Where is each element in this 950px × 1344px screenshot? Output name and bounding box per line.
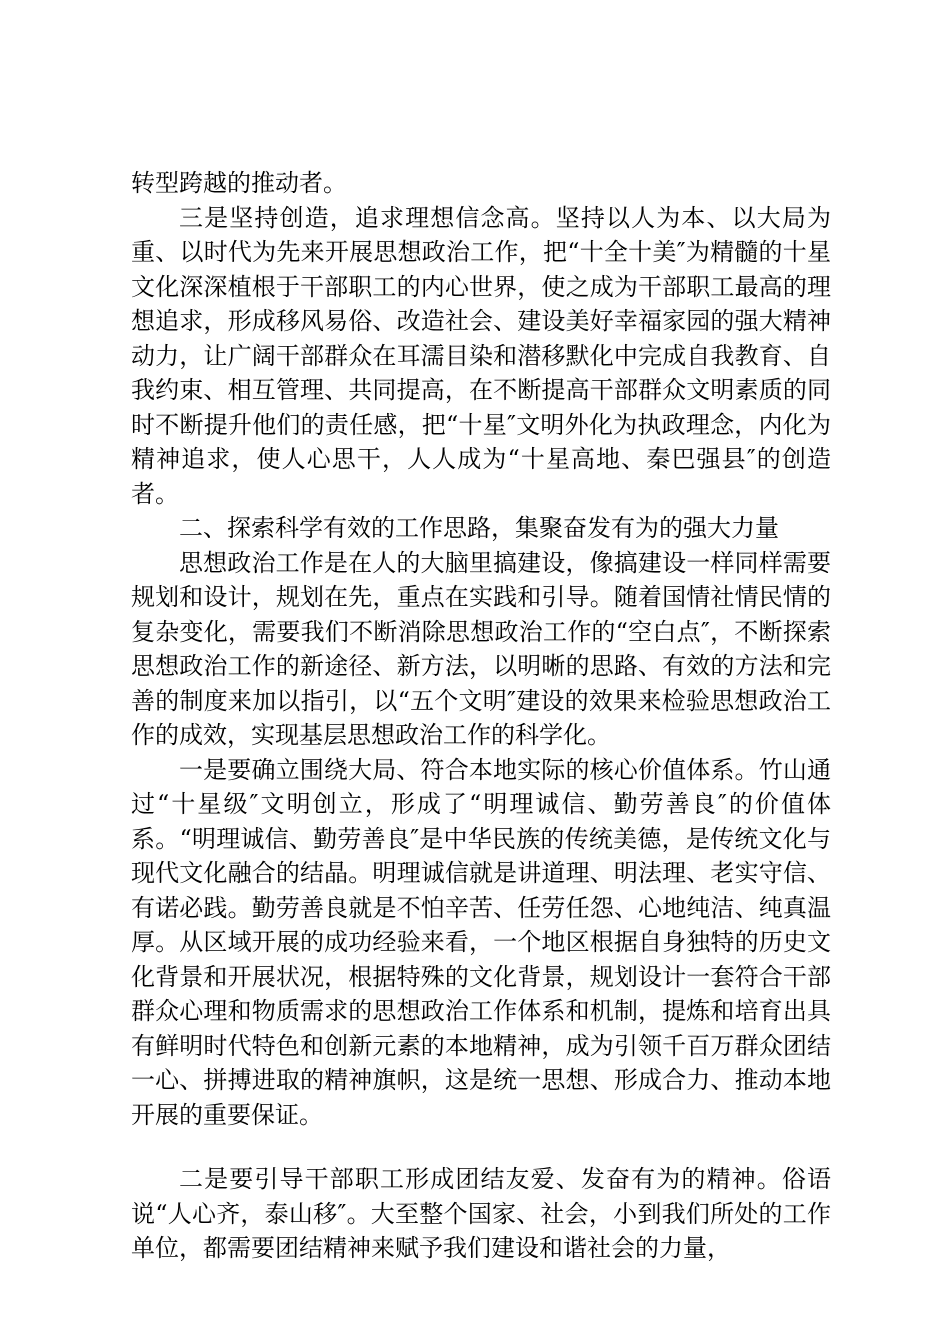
paragraph-point-three: 三是坚持创造，追求理想信念高。坚持以人为本、以大局为重、以时代为先来开展思想政治工作，把“十全十美″为精髓的十星文化深深植根于干部职工的内心世界，使之成为干部职工最高的理想追求，形成移风易俗、改造社会、建设美好幸福家园的强大精神动力，让广阔干部群众在耳濡目染和潜移默化中完成自我教育、自我约束、相互管理、共同提高，在不断提高干部群众文明素质的同时不断提升他们的责任感，把“十星″文明外化为执政理念，内化为精神追求，使人心思干，人人成为“十星高地、秦巴强县″的创造者。: [131, 203, 831, 508]
paragraph-point-one: 一是要确立围绕大局、符合本地实际的核心价值体系。竹山通过“十星级″文明创立，形成了“明理诚信、勤劳善良″的价值体系。“明理诚信、勤劳善良″是中华民族的传统美德，是传统文化与现代文化融合的结晶。明理诚信就是讲道理、明法理、老实守信、有诺必践。勤劳善良就是不怕辛苦、任劳任怨、心地纯洁、纯真温厚。从区域开展的成功经验来看，一个地区根据自身独特的历史文化背景和开展状况，根据特殊的文化背景，规划设计一套符合干部群众心理和物质需求的思想政治工作体系和机制，提炼和培育出具有鲜明时代特色和创新元素的本地精神，成为引领千百万群众团结一心、拼搏进取的精神旗帜，这是统一思想、形成合力、推动本地开展的重要保证。: [131, 755, 831, 1129]
document-body: [131, 166, 831, 1266]
section-heading-two: 二、探索科学有效的工作思路，集聚奋发有为的强大力量: [179, 514, 779, 542]
paragraph-gap: [131, 1132, 831, 1162]
paragraph-section-intro: 思想政治工作是在人的大脑里搞建设，像搞建设一样同样需要规划和设计，规划在先，重点在实践和引导。随着国情社情民情的复杂变化，需要我们不断消除思想政治工作的“空白点″，不断探索思想政治工作的新途径、新方法，以明晰的思路、有效的方法和完善的制度来加以指引，以“五个文明″建设的效果来检验思想政治工作的成效，实现基层思想政治工作的科学化。: [131, 548, 831, 749]
paragraph-point-two: 二是要引导干部职工形成团结友爱、发奋有为的精神。俗语说“人心齐，泰山移″。大至整个国家、社会，小到我们所处的工作单位，都需要团结精神来赋予我们建设和谐社会的力量，: [131, 1165, 831, 1262]
paragraph-continuation: 转型跨越的推动者。: [131, 169, 347, 197]
